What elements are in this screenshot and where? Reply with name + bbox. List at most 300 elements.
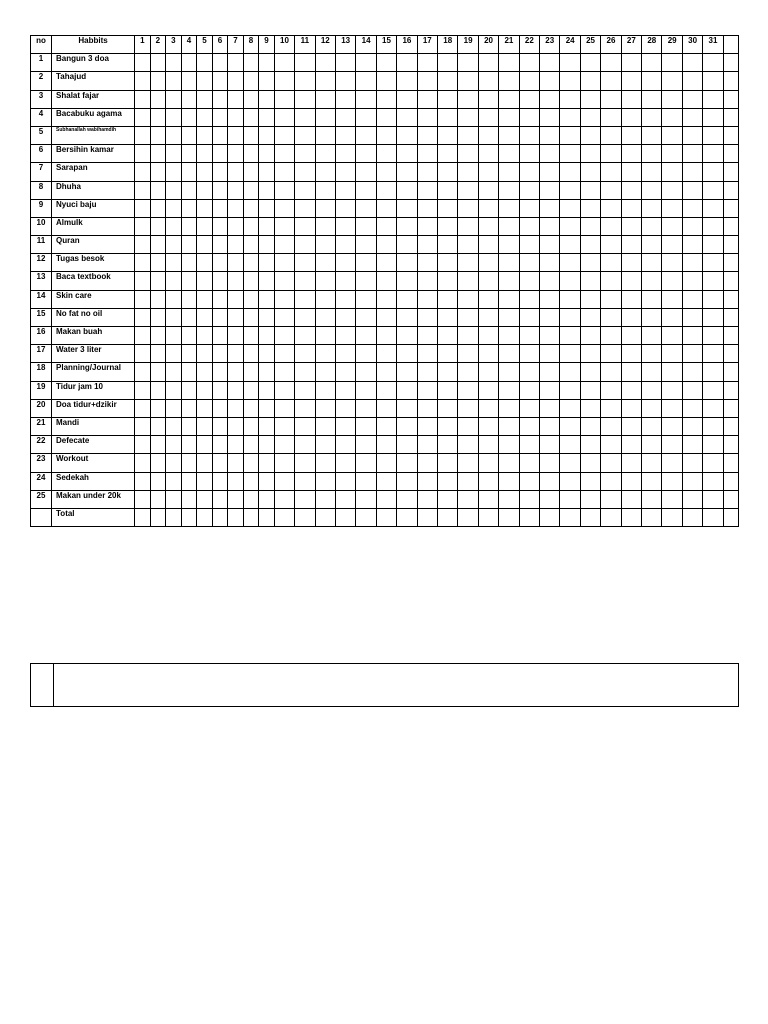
day-cell[interactable]	[228, 381, 244, 399]
day-cell[interactable]	[259, 290, 275, 308]
day-cell[interactable]	[295, 308, 315, 326]
day-cell[interactable]	[295, 217, 315, 235]
day-cell[interactable]	[682, 72, 702, 90]
day-cell[interactable]	[243, 399, 259, 417]
day-cell[interactable]	[499, 399, 519, 417]
day-cell[interactable]	[662, 417, 682, 435]
day-cell[interactable]	[560, 181, 580, 199]
day-cell[interactable]	[335, 381, 355, 399]
day-cell[interactable]	[335, 436, 355, 454]
day-cell[interactable]	[228, 254, 244, 272]
day-cell[interactable]	[315, 254, 335, 272]
day-cell[interactable]	[335, 254, 355, 272]
day-cell[interactable]	[135, 108, 151, 126]
day-cell[interactable]	[335, 345, 355, 363]
day-cell[interactable]	[682, 90, 702, 108]
day-cell[interactable]	[228, 72, 244, 90]
day-cell[interactable]	[197, 108, 213, 126]
day-cell[interactable]	[135, 217, 151, 235]
day-cell[interactable]	[478, 472, 498, 490]
day-cell[interactable]	[295, 454, 315, 472]
day-cell[interactable]	[540, 236, 560, 254]
day-cell[interactable]	[682, 126, 702, 144]
day-cell[interactable]	[601, 272, 621, 290]
day-cell[interactable]	[181, 181, 197, 199]
day-cell[interactable]	[197, 236, 213, 254]
day-cell[interactable]	[519, 327, 539, 345]
day-cell[interactable]	[212, 236, 228, 254]
day-cell[interactable]	[682, 417, 702, 435]
day-cell[interactable]	[621, 436, 641, 454]
day-cell[interactable]	[228, 199, 244, 217]
day-cell[interactable]	[458, 327, 478, 345]
day-cell[interactable]	[438, 181, 458, 199]
day-cell[interactable]	[682, 454, 702, 472]
day-cell[interactable]	[417, 236, 437, 254]
day-cell[interactable]	[642, 181, 662, 199]
day-cell[interactable]	[295, 254, 315, 272]
day-cell[interactable]	[181, 327, 197, 345]
day-cell[interactable]	[540, 363, 560, 381]
day-cell[interactable]	[540, 126, 560, 144]
day-cell[interactable]	[601, 163, 621, 181]
day-cell[interactable]	[135, 236, 151, 254]
day-cell[interactable]	[621, 181, 641, 199]
day-cell[interactable]	[682, 327, 702, 345]
day-cell[interactable]	[540, 436, 560, 454]
day-cell[interactable]	[642, 308, 662, 326]
day-cell[interactable]	[438, 417, 458, 435]
day-cell[interactable]	[376, 54, 396, 72]
day-cell[interactable]	[580, 126, 600, 144]
day-cell[interactable]	[682, 163, 702, 181]
day-cell[interactable]	[642, 90, 662, 108]
day-cell[interactable]	[197, 54, 213, 72]
day-cell[interactable]	[315, 72, 335, 90]
day-cell[interactable]	[197, 145, 213, 163]
day-cell[interactable]	[580, 308, 600, 326]
day-cell[interactable]	[458, 436, 478, 454]
day-cell[interactable]	[703, 345, 723, 363]
day-cell[interactable]	[662, 145, 682, 163]
day-cell[interactable]	[228, 436, 244, 454]
day-cell[interactable]	[166, 472, 182, 490]
day-cell[interactable]	[356, 327, 376, 345]
day-cell[interactable]	[135, 126, 151, 144]
day-cell[interactable]	[397, 399, 417, 417]
day-cell[interactable]	[478, 126, 498, 144]
day-cell[interactable]	[243, 236, 259, 254]
day-cell[interactable]	[580, 163, 600, 181]
day-cell[interactable]	[228, 472, 244, 490]
day-cell[interactable]	[315, 508, 335, 526]
day-cell[interactable]	[601, 490, 621, 508]
day-cell[interactable]	[335, 181, 355, 199]
day-cell[interactable]	[181, 381, 197, 399]
day-cell[interactable]	[181, 126, 197, 144]
day-cell[interactable]	[181, 308, 197, 326]
day-cell[interactable]	[150, 145, 166, 163]
day-cell[interactable]	[356, 399, 376, 417]
day-cell[interactable]	[397, 381, 417, 399]
day-cell[interactable]	[458, 290, 478, 308]
day-cell[interactable]	[580, 490, 600, 508]
day-cell[interactable]	[150, 436, 166, 454]
day-cell[interactable]	[478, 345, 498, 363]
day-cell[interactable]	[601, 217, 621, 235]
day-cell[interactable]	[662, 217, 682, 235]
day-cell[interactable]	[458, 308, 478, 326]
day-cell[interactable]	[166, 126, 182, 144]
day-cell[interactable]	[499, 181, 519, 199]
day-cell[interactable]	[621, 199, 641, 217]
day-cell[interactable]	[723, 399, 738, 417]
day-cell[interactable]	[662, 508, 682, 526]
day-cell[interactable]	[197, 254, 213, 272]
day-cell[interactable]	[243, 381, 259, 399]
day-cell[interactable]	[519, 399, 539, 417]
day-cell[interactable]	[150, 126, 166, 144]
day-cell[interactable]	[243, 490, 259, 508]
day-cell[interactable]	[197, 163, 213, 181]
day-cell[interactable]	[478, 72, 498, 90]
day-cell[interactable]	[315, 108, 335, 126]
day-cell[interactable]	[682, 254, 702, 272]
day-cell[interactable]	[642, 272, 662, 290]
day-cell[interactable]	[438, 236, 458, 254]
day-cell[interactable]	[228, 108, 244, 126]
day-cell[interactable]	[458, 108, 478, 126]
day-cell[interactable]	[540, 217, 560, 235]
day-cell[interactable]	[212, 90, 228, 108]
day-cell[interactable]	[135, 472, 151, 490]
day-cell[interactable]	[243, 272, 259, 290]
day-cell[interactable]	[540, 399, 560, 417]
day-cell[interactable]	[662, 381, 682, 399]
day-cell[interactable]	[335, 217, 355, 235]
day-cell[interactable]	[397, 126, 417, 144]
day-cell[interactable]	[274, 363, 294, 381]
day-cell[interactable]	[150, 381, 166, 399]
day-cell[interactable]	[259, 308, 275, 326]
day-cell[interactable]	[478, 363, 498, 381]
day-cell[interactable]	[335, 272, 355, 290]
day-cell[interactable]	[243, 72, 259, 90]
day-cell[interactable]	[703, 381, 723, 399]
day-cell[interactable]	[519, 72, 539, 90]
day-cell[interactable]	[601, 454, 621, 472]
day-cell[interactable]	[166, 254, 182, 272]
day-cell[interactable]	[274, 381, 294, 399]
day-cell[interactable]	[417, 454, 437, 472]
day-cell[interactable]	[356, 472, 376, 490]
day-cell[interactable]	[335, 472, 355, 490]
day-cell[interactable]	[315, 145, 335, 163]
day-cell[interactable]	[438, 199, 458, 217]
day-cell[interactable]	[621, 290, 641, 308]
day-cell[interactable]	[397, 145, 417, 163]
day-cell[interactable]	[519, 290, 539, 308]
day-cell[interactable]	[243, 163, 259, 181]
day-cell[interactable]	[228, 90, 244, 108]
day-cell[interactable]	[197, 90, 213, 108]
day-cell[interactable]	[376, 199, 396, 217]
day-cell[interactable]	[499, 436, 519, 454]
day-cell[interactable]	[540, 54, 560, 72]
day-cell[interactable]	[601, 108, 621, 126]
day-cell[interactable]	[295, 490, 315, 508]
day-cell[interactable]	[166, 181, 182, 199]
day-cell[interactable]	[135, 436, 151, 454]
day-cell[interactable]	[417, 72, 437, 90]
day-cell[interactable]	[458, 417, 478, 435]
day-cell[interactable]	[274, 436, 294, 454]
day-cell[interactable]	[560, 126, 580, 144]
day-cell[interactable]	[243, 308, 259, 326]
day-cell[interactable]	[274, 236, 294, 254]
day-cell[interactable]	[580, 290, 600, 308]
day-cell[interactable]	[376, 181, 396, 199]
day-cell[interactable]	[662, 90, 682, 108]
day-cell[interactable]	[212, 254, 228, 272]
day-cell[interactable]	[315, 436, 335, 454]
day-cell[interactable]	[478, 381, 498, 399]
day-cell[interactable]	[723, 508, 738, 526]
day-cell[interactable]	[259, 254, 275, 272]
day-cell[interactable]	[212, 490, 228, 508]
day-cell[interactable]	[580, 417, 600, 435]
day-cell[interactable]	[356, 199, 376, 217]
day-cell[interactable]	[723, 472, 738, 490]
day-cell[interactable]	[703, 363, 723, 381]
day-cell[interactable]	[580, 90, 600, 108]
day-cell[interactable]	[458, 163, 478, 181]
day-cell[interactable]	[356, 363, 376, 381]
day-cell[interactable]	[601, 290, 621, 308]
day-cell[interactable]	[397, 363, 417, 381]
day-cell[interactable]	[642, 290, 662, 308]
day-cell[interactable]	[601, 508, 621, 526]
day-cell[interactable]	[703, 90, 723, 108]
day-cell[interactable]	[335, 417, 355, 435]
day-cell[interactable]	[243, 345, 259, 363]
day-cell[interactable]	[601, 308, 621, 326]
day-cell[interactable]	[197, 363, 213, 381]
day-cell[interactable]	[642, 454, 662, 472]
day-cell[interactable]	[458, 236, 478, 254]
day-cell[interactable]	[397, 472, 417, 490]
day-cell[interactable]	[703, 254, 723, 272]
day-cell[interactable]	[376, 308, 396, 326]
day-cell[interactable]	[458, 181, 478, 199]
day-cell[interactable]	[560, 145, 580, 163]
day-cell[interactable]	[499, 163, 519, 181]
day-cell[interactable]	[540, 417, 560, 435]
day-cell[interactable]	[621, 363, 641, 381]
day-cell[interactable]	[478, 436, 498, 454]
day-cell[interactable]	[662, 163, 682, 181]
day-cell[interactable]	[315, 181, 335, 199]
day-cell[interactable]	[662, 308, 682, 326]
day-cell[interactable]	[723, 90, 738, 108]
day-cell[interactable]	[703, 508, 723, 526]
day-cell[interactable]	[376, 72, 396, 90]
day-cell[interactable]	[458, 145, 478, 163]
day-cell[interactable]	[682, 345, 702, 363]
day-cell[interactable]	[621, 145, 641, 163]
day-cell[interactable]	[397, 272, 417, 290]
day-cell[interactable]	[478, 199, 498, 217]
day-cell[interactable]	[621, 217, 641, 235]
day-cell[interactable]	[356, 181, 376, 199]
day-cell[interactable]	[376, 126, 396, 144]
day-cell[interactable]	[228, 236, 244, 254]
day-cell[interactable]	[662, 327, 682, 345]
day-cell[interactable]	[560, 236, 580, 254]
day-cell[interactable]	[438, 508, 458, 526]
day-cell[interactable]	[723, 363, 738, 381]
day-cell[interactable]	[560, 199, 580, 217]
day-cell[interactable]	[723, 417, 738, 435]
day-cell[interactable]	[356, 308, 376, 326]
day-cell[interactable]	[540, 145, 560, 163]
day-cell[interactable]	[601, 472, 621, 490]
day-cell[interactable]	[212, 108, 228, 126]
day-cell[interactable]	[135, 308, 151, 326]
day-cell[interactable]	[397, 181, 417, 199]
day-cell[interactable]	[540, 308, 560, 326]
day-cell[interactable]	[417, 363, 437, 381]
day-cell[interactable]	[662, 399, 682, 417]
day-cell[interactable]	[540, 272, 560, 290]
day-cell[interactable]	[150, 199, 166, 217]
day-cell[interactable]	[621, 54, 641, 72]
day-cell[interactable]	[259, 181, 275, 199]
day-cell[interactable]	[601, 54, 621, 72]
day-cell[interactable]	[397, 90, 417, 108]
day-cell[interactable]	[181, 236, 197, 254]
day-cell[interactable]	[135, 290, 151, 308]
day-cell[interactable]	[181, 490, 197, 508]
day-cell[interactable]	[519, 145, 539, 163]
day-cell[interactable]	[560, 508, 580, 526]
day-cell[interactable]	[315, 236, 335, 254]
day-cell[interactable]	[519, 108, 539, 126]
day-cell[interactable]	[166, 490, 182, 508]
day-cell[interactable]	[723, 181, 738, 199]
day-cell[interactable]	[417, 290, 437, 308]
day-cell[interactable]	[150, 272, 166, 290]
day-cell[interactable]	[601, 399, 621, 417]
day-cell[interactable]	[580, 108, 600, 126]
day-cell[interactable]	[580, 272, 600, 290]
day-cell[interactable]	[259, 508, 275, 526]
day-cell[interactable]	[723, 436, 738, 454]
day-cell[interactable]	[499, 54, 519, 72]
day-cell[interactable]	[703, 454, 723, 472]
day-cell[interactable]	[150, 417, 166, 435]
day-cell[interactable]	[560, 381, 580, 399]
day-cell[interactable]	[519, 417, 539, 435]
day-cell[interactable]	[642, 217, 662, 235]
day-cell[interactable]	[315, 417, 335, 435]
day-cell[interactable]	[212, 272, 228, 290]
day-cell[interactable]	[259, 54, 275, 72]
day-cell[interactable]	[274, 126, 294, 144]
day-cell[interactable]	[662, 72, 682, 90]
day-cell[interactable]	[397, 345, 417, 363]
day-cell[interactable]	[580, 54, 600, 72]
day-cell[interactable]	[458, 126, 478, 144]
day-cell[interactable]	[335, 363, 355, 381]
day-cell[interactable]	[499, 472, 519, 490]
day-cell[interactable]	[259, 72, 275, 90]
day-cell[interactable]	[478, 217, 498, 235]
day-cell[interactable]	[499, 363, 519, 381]
day-cell[interactable]	[540, 254, 560, 272]
day-cell[interactable]	[212, 126, 228, 144]
day-cell[interactable]	[703, 327, 723, 345]
day-cell[interactable]	[642, 363, 662, 381]
day-cell[interactable]	[315, 363, 335, 381]
day-cell[interactable]	[295, 199, 315, 217]
day-cell[interactable]	[259, 490, 275, 508]
day-cell[interactable]	[642, 54, 662, 72]
day-cell[interactable]	[438, 381, 458, 399]
day-cell[interactable]	[243, 54, 259, 72]
day-cell[interactable]	[181, 145, 197, 163]
day-cell[interactable]	[642, 417, 662, 435]
day-cell[interactable]	[458, 72, 478, 90]
day-cell[interactable]	[458, 254, 478, 272]
day-cell[interactable]	[243, 363, 259, 381]
day-cell[interactable]	[243, 436, 259, 454]
day-cell[interactable]	[560, 254, 580, 272]
day-cell[interactable]	[478, 272, 498, 290]
day-cell[interactable]	[499, 508, 519, 526]
day-cell[interactable]	[601, 72, 621, 90]
day-cell[interactable]	[519, 363, 539, 381]
day-cell[interactable]	[417, 490, 437, 508]
day-cell[interactable]	[417, 54, 437, 72]
day-cell[interactable]	[642, 108, 662, 126]
day-cell[interactable]	[166, 345, 182, 363]
day-cell[interactable]	[723, 236, 738, 254]
day-cell[interactable]	[397, 72, 417, 90]
day-cell[interactable]	[682, 399, 702, 417]
day-cell[interactable]	[519, 90, 539, 108]
day-cell[interactable]	[519, 436, 539, 454]
day-cell[interactable]	[601, 436, 621, 454]
day-cell[interactable]	[519, 217, 539, 235]
day-cell[interactable]	[723, 454, 738, 472]
day-cell[interactable]	[376, 163, 396, 181]
day-cell[interactable]	[135, 54, 151, 72]
day-cell[interactable]	[135, 199, 151, 217]
day-cell[interactable]	[438, 345, 458, 363]
day-cell[interactable]	[580, 236, 600, 254]
day-cell[interactable]	[580, 72, 600, 90]
day-cell[interactable]	[621, 327, 641, 345]
day-cell[interactable]	[682, 290, 702, 308]
day-cell[interactable]	[682, 54, 702, 72]
day-cell[interactable]	[499, 308, 519, 326]
day-cell[interactable]	[519, 490, 539, 508]
day-cell[interactable]	[601, 327, 621, 345]
day-cell[interactable]	[580, 345, 600, 363]
day-cell[interactable]	[478, 145, 498, 163]
day-cell[interactable]	[356, 454, 376, 472]
